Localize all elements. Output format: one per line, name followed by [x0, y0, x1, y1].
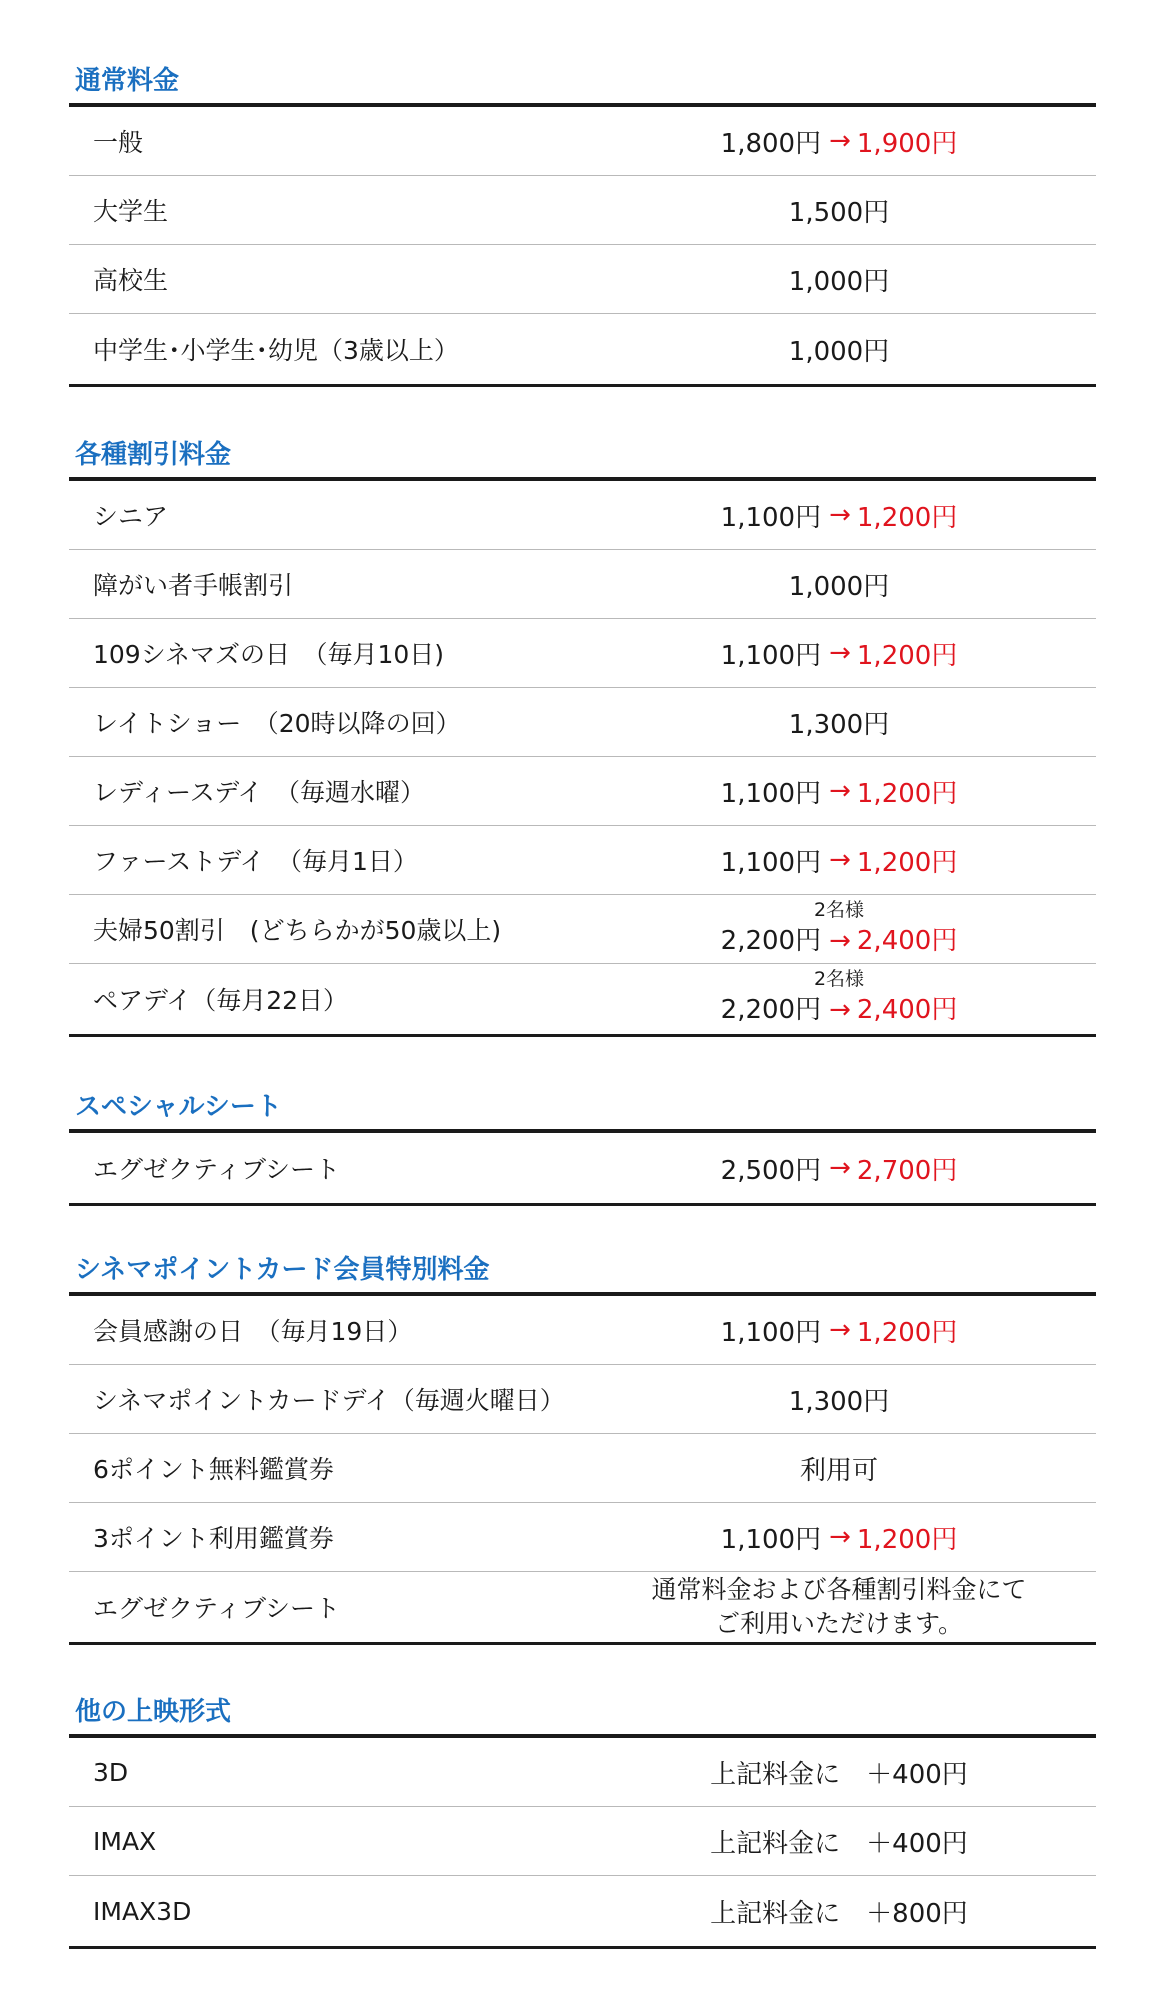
price-table — [69, 1129, 1096, 1206]
row-label: 一般 — [93, 128, 144, 157]
table-row — [69, 688, 1096, 757]
row-label: エグゼクティブシート — [93, 1155, 341, 1184]
row-label: レイトショー （20時以降の回） — [93, 709, 461, 738]
price-note: 2名様 — [813, 968, 865, 990]
row-label: エグゼクティブシート — [93, 1594, 341, 1623]
table-row — [69, 107, 1096, 176]
table-row — [69, 1738, 1096, 1807]
old-price: 1,100円 — [720, 847, 822, 878]
section-discount — [69, 440, 1096, 1037]
row-label: 109シネマズの日 （毎月10日) — [93, 640, 445, 669]
table-row — [69, 1434, 1096, 1503]
row-label: 夫婦50割引 (どちらかが50歳以上) — [93, 916, 502, 945]
row-label: ペアデイ（毎月22日） — [93, 986, 349, 1015]
old-price: 1,100円 — [720, 778, 822, 809]
price-table — [69, 1734, 1096, 1949]
old-price: 1,800円 — [720, 128, 822, 159]
table-row — [69, 964, 1096, 1034]
price-table — [69, 1292, 1096, 1645]
row-label: IMAX — [93, 1826, 157, 1856]
price: 1,000円 — [788, 336, 890, 367]
new-price: 2,400円 — [856, 995, 958, 1025]
table-row — [69, 619, 1096, 688]
old-price: 1,100円 — [720, 640, 822, 671]
row-label: レディースデイ （毎週水曜） — [93, 778, 426, 807]
section-title: スペシャルシート — [75, 1092, 282, 1122]
new-price: 1,200円 — [856, 778, 958, 809]
table-row — [69, 826, 1096, 895]
table-row — [69, 1807, 1096, 1876]
price-change — [639, 964, 1039, 1034]
section-special-seat — [69, 1092, 1096, 1206]
section-point-card — [69, 1255, 1096, 1645]
arrow-icon: → — [829, 1315, 851, 1345]
price-change — [639, 895, 1039, 963]
price-note: 2名様 — [813, 899, 865, 921]
table-row — [69, 1503, 1096, 1572]
row-label: シネマポイントカードデイ（毎週火曜日） — [93, 1386, 565, 1415]
table-row — [69, 550, 1096, 619]
price-change — [639, 1503, 1039, 1571]
new-price: 2,400円 — [856, 926, 958, 956]
row-label: IMAX3D — [93, 1896, 192, 1926]
section-regular — [69, 66, 1096, 387]
price-change — [639, 1133, 1039, 1203]
old-price: 1,100円 — [720, 502, 822, 533]
price-change — [639, 1296, 1039, 1364]
table-row — [69, 1572, 1096, 1642]
old-price: 2,500円 — [720, 1155, 822, 1186]
row-label: シニア — [93, 502, 169, 531]
row-label: 会員感謝の日 （毎月19日） — [93, 1317, 413, 1346]
price-note: 通常料金および各種割引料金にてご利用いただけます。 — [651, 1575, 1027, 1638]
row-label: 大学生 — [93, 197, 169, 226]
table-row — [69, 757, 1096, 826]
new-price: 1,200円 — [856, 847, 958, 878]
price-table — [69, 103, 1096, 387]
new-price: 1,900円 — [856, 128, 958, 159]
price-line — [721, 925, 958, 957]
table-row — [69, 1296, 1096, 1365]
section-title: シネマポイントカード会員特別料金 — [75, 1255, 490, 1285]
price-change — [639, 757, 1039, 825]
arrow-icon: → — [829, 126, 851, 156]
price: 1,300円 — [788, 1386, 890, 1417]
price: 上記料金に ＋400円 — [710, 1828, 968, 1859]
price: 1,000円 — [788, 571, 890, 602]
price-change — [639, 619, 1039, 687]
row-label: ファーストデイ （毎月1日） — [93, 847, 418, 876]
section-title: 通常料金 — [75, 66, 180, 96]
price: 上記料金に ＋400円 — [710, 1759, 968, 1790]
table-row — [69, 176, 1096, 245]
table-row — [69, 481, 1096, 550]
price: 1,000円 — [788, 266, 890, 297]
table-row — [69, 245, 1096, 314]
row-label: 6ポイント無料鑑賞券 — [93, 1455, 334, 1484]
arrow-icon: → — [829, 776, 851, 806]
arrow-icon: → — [829, 1522, 851, 1552]
arrow-icon: → — [829, 1153, 851, 1183]
row-label: 高校生 — [93, 266, 169, 295]
row-label: 3ポイント利用鑑賞券 — [93, 1524, 334, 1553]
arrow-icon: → — [829, 926, 851, 956]
old-price: 2,200円 — [720, 995, 822, 1025]
arrow-icon: → — [829, 845, 851, 875]
price: 1,500円 — [788, 197, 890, 228]
table-row — [69, 1133, 1096, 1203]
price-change — [639, 481, 1039, 549]
price-change — [639, 107, 1039, 175]
table-row — [69, 1876, 1096, 1946]
price: 上記料金に ＋800円 — [710, 1898, 968, 1929]
table-row — [69, 314, 1096, 384]
section-other-formats — [69, 1697, 1096, 1949]
arrow-icon: → — [829, 500, 851, 530]
old-price: 1,100円 — [720, 1524, 822, 1555]
table-row — [69, 1365, 1096, 1434]
row-label: 障がい者手帳割引 — [93, 571, 294, 600]
price: 1,300円 — [788, 709, 890, 740]
price: 利用可 — [799, 1455, 878, 1486]
new-price: 1,200円 — [856, 1524, 958, 1555]
price-table — [69, 477, 1096, 1037]
new-price: 1,200円 — [856, 502, 958, 533]
new-price: 1,200円 — [856, 640, 958, 671]
new-price: 1,200円 — [856, 1317, 958, 1348]
price-change — [639, 826, 1039, 894]
row-label: 中学生･小学生･幼児（3歳以上） — [93, 336, 459, 365]
section-title: 他の上映形式 — [75, 1697, 232, 1727]
old-price: 2,200円 — [720, 926, 822, 956]
price-line — [721, 994, 958, 1026]
table-row — [69, 895, 1096, 964]
arrow-icon: → — [829, 638, 851, 668]
section-title: 各種割引料金 — [75, 440, 232, 470]
arrow-icon: → — [829, 995, 851, 1025]
new-price: 2,700円 — [856, 1155, 958, 1186]
row-label: 3D — [93, 1757, 129, 1787]
old-price: 1,100円 — [720, 1317, 822, 1348]
